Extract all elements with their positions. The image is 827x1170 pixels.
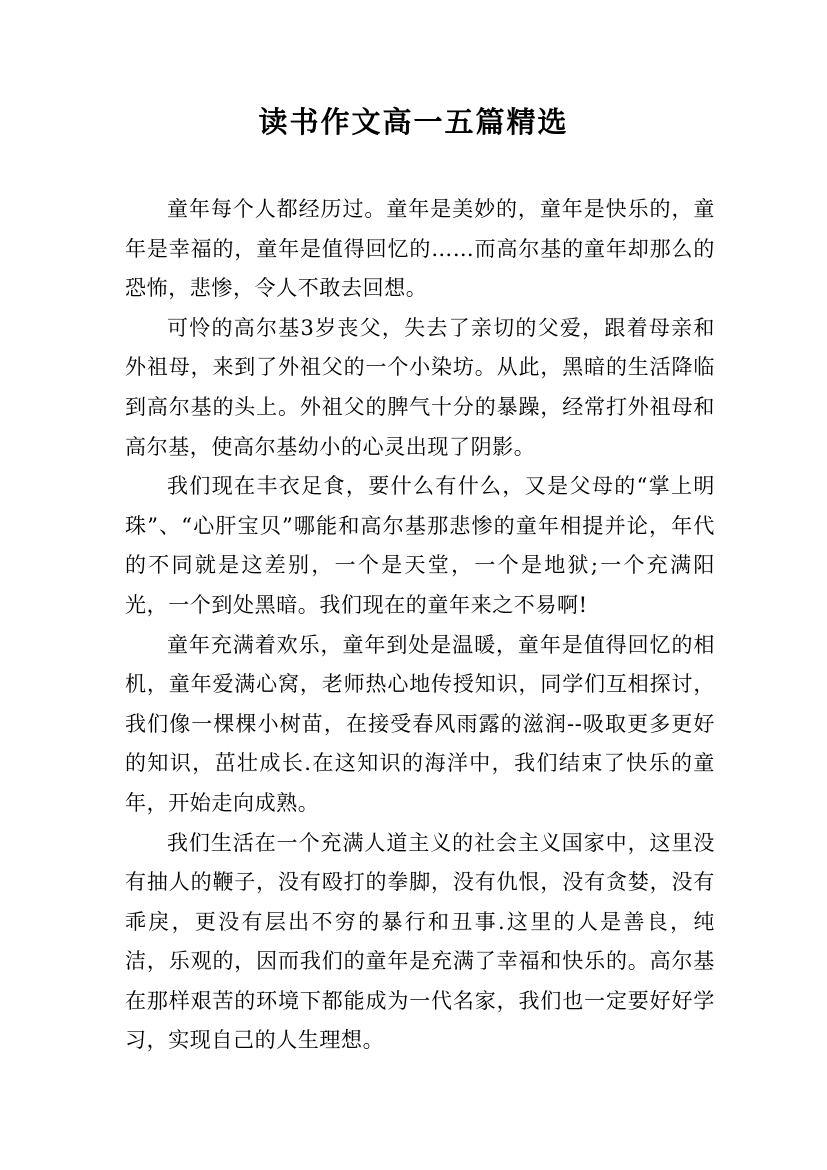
document-title: 读书作文高一五篇精选 xyxy=(258,105,569,139)
paragraph-2: 可怜的高尔基3岁丧父，失去了亲切的父爱，跟着母亲和外祖母，来到了外祖父的一个小染坊。从此，黑暗的生活降临到高尔基的头上。外祖父的脾气十分的暴躁，经常打外祖母和高尔基，使高尔基幼小的心灵出现了阴影。 xyxy=(125,315,715,459)
paragraph-3: 我们现在丰衣足食，要什么有什么，又是父母的“掌上明珠”、“心肝宝贝”哪能和高尔基那悲惨的童年相提并论，年代的不同就是这差别，一个是天堂，一个是地狱;一个充满阳光，一个到处黑暗。我们现在的童年来之不易啊! xyxy=(125,474,715,617)
paragraph-5: 我们生活在一个充满人道主义的社会主义国家中，这里没有抽人的鞭子，没有殴打的拳脚，没有仇恨，没有贪婪，没有乖戾，更没有层出不穷的暴行和丑事.这里的人是善良，纯洁，乐观的，因而我们的童年是充满了幸福和快乐的。高尔基在那样艰苦的环境下都能成为一代名家，我们也一定要好好学习，实现自己的人生理想。 xyxy=(125,830,715,1053)
document-body xyxy=(125,190,715,1061)
paragraph-4: 童年充满着欢乐，童年到处是温暖，童年是值得回忆的相机，童年爱满心窝，老师热心地传授知识，同学们互相探讨，我们像一棵棵小树苗，在接受春风雨露的滋润--吸取更多更好的知识，茁壮成长.在这知识的海洋中，我们结束了快乐的童年，开始走向成熟。 xyxy=(125,632,715,815)
paragraph-1: 童年每个人都经历过。童年是美妙的，童年是快乐的，童年是幸福的，童年是值得回忆的……而高尔基的童年却那么的恐怖，悲惨，令人不敢去回想。 xyxy=(125,197,715,301)
